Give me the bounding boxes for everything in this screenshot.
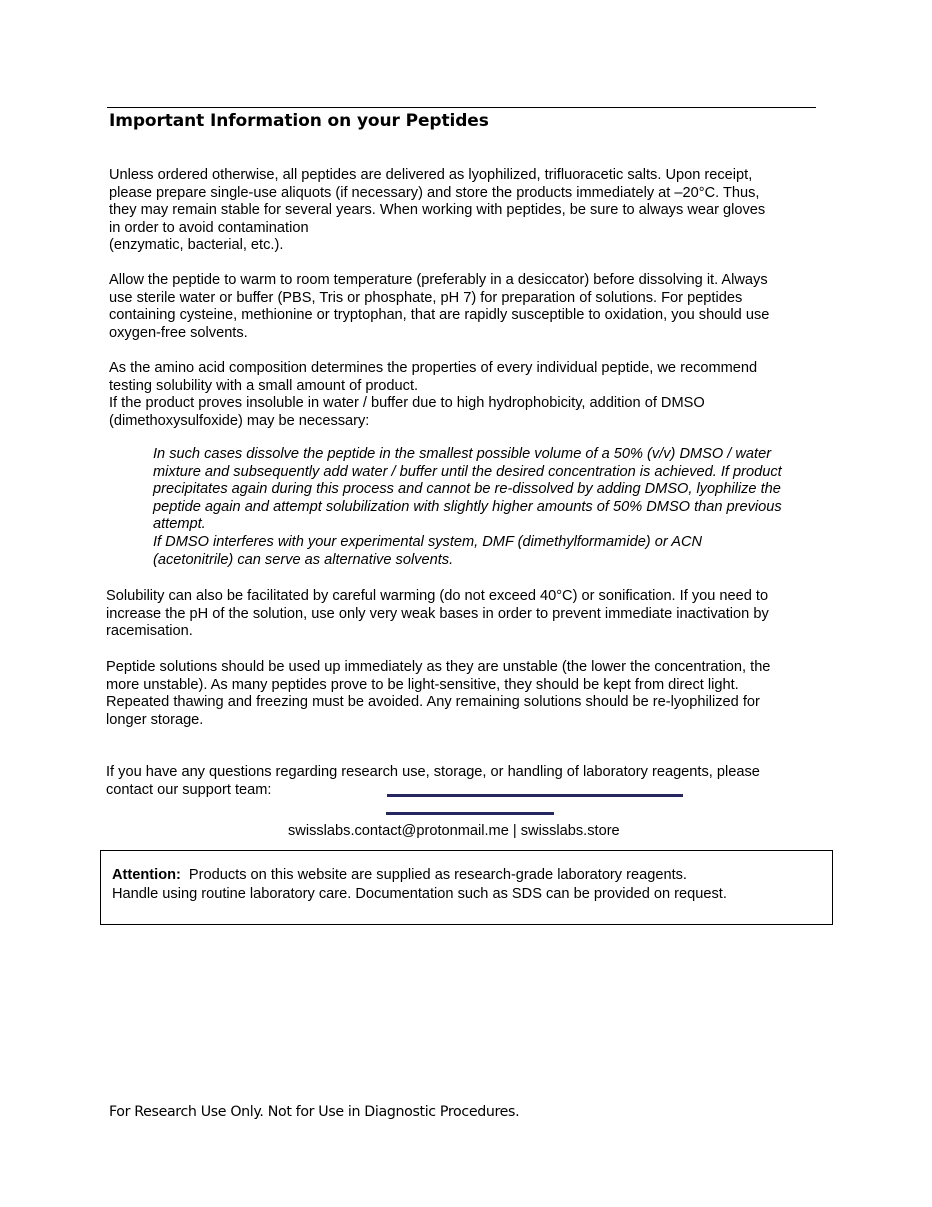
text-line: Allow the peptide to warm to room temperature (preferably in a desiccator) before dissolving it. Always: [109, 272, 768, 288]
text-line: increase the pH of the solution, use only very weak bases in order to prevent immediate inactivation by: [106, 605, 769, 622]
text-line: If you have any questions regarding research use, storage, or handling of laboratory reagents, please: [106, 764, 760, 780]
page-title: Important Information on your Peptides: [109, 111, 489, 131]
text-line: (dimethoxysulfoxide) may be necessary:: [109, 412, 370, 429]
footer-disclaimer: For Research Use Only. Not for Use in Diagnostic Procedures.: [109, 1104, 520, 1120]
text-line: precipitates again during this process and cannot be re-dissolved by adding DMSO, lyophilize the: [153, 481, 781, 498]
text-line: they may remain stable for several years. When working with peptides, be sure to always wear gloves: [109, 202, 766, 219]
text-line: As the amino acid composition determines the properties of every individual peptide, we recommend: [109, 360, 758, 376]
text-line: Peptide solutions should be used up immediately as they are unstable (the lower the concentration, the: [106, 659, 771, 675]
text-line: containing cysteine, methionine or tryptophan, that are rapidly susceptible to oxidation, you should use: [109, 307, 770, 324]
paragraph-solubility: [109, 360, 757, 430]
text-line: If DMSO interferes with your experimental system, DMF (dimethylformamide) or ACN: [153, 533, 703, 550]
text-line: (acetonitrile) can serve as alternative solvents.: [153, 551, 454, 568]
text-line: oxygen-free solvents.: [109, 324, 248, 341]
attention-line-2: Handle using routine laboratory care. Documentation such as SDS can be provided on request.: [112, 886, 727, 902]
attention-message: Products on this website are supplied as research-grade laboratory reagents.: [188, 867, 687, 883]
attention-text: [112, 866, 727, 904]
text-line: please prepare single-use aliquots (if necessary) and store the products immediately at –20°C. Thus,: [109, 184, 760, 201]
attention-label: Attention:: [112, 867, 181, 883]
text-line: Solubility can also be facilitated by careful warming (do not exceed 40°C) or sonification. If you need to: [106, 588, 769, 604]
redaction-rule-long: [387, 794, 683, 797]
text-line: If the product proves insoluble in water / buffer due to high hydrophobicity, addition of DMSO: [109, 395, 705, 412]
text-line: testing solubility with a small amount of product.: [109, 377, 419, 394]
text-line: In such cases dissolve the peptide in the smallest possible volume of a 50% (v/v) DMSO / water: [153, 446, 772, 462]
paragraph-warming: [106, 588, 769, 641]
text-line: Unless ordered otherwise, all peptides are delivered as lyophilized, trifluoracetic salts. Upon receipt,: [109, 167, 753, 183]
text-line: mixture and subsequently add water / buffer until the desired concentration is achieved. If product: [153, 463, 782, 480]
attention-line-1: [112, 866, 727, 885]
paragraph-storage: [109, 167, 765, 255]
text-line: racemisation.: [106, 623, 193, 640]
text-line: in order to avoid contamination: [109, 219, 309, 236]
text-line: Repeated thawing and freezing must be avoided. Any remaining solutions should be re-lyophilized for: [106, 694, 760, 711]
contact-text[interactable]: swisslabs.contact@protonmail.me | swisslabs.store: [288, 823, 620, 839]
paragraph-dmso-instructions: [153, 446, 782, 569]
paragraph-solution-stability: [106, 659, 770, 729]
attention-box: [100, 850, 833, 925]
text-line: peptide again and attempt solubilization with slightly higher amounts of 50% DMSO than previous: [153, 498, 782, 515]
text-line: longer storage.: [106, 711, 204, 728]
text-line: more unstable). As many peptides prove to be light-sensitive, they should be kept from direct light.: [106, 676, 739, 693]
text-line: contact our support team:: [106, 781, 272, 798]
paragraph-dissolving: [109, 272, 769, 342]
redaction-rule-short: [386, 812, 554, 815]
text-line: (enzymatic, bacterial, etc.).: [109, 237, 284, 254]
header-rule: [107, 107, 816, 108]
text-line: attempt.: [153, 516, 206, 533]
text-line: use sterile water or buffer (PBS, Tris or phosphate, pH 7) for preparation of solutions. For peptides: [109, 289, 743, 306]
